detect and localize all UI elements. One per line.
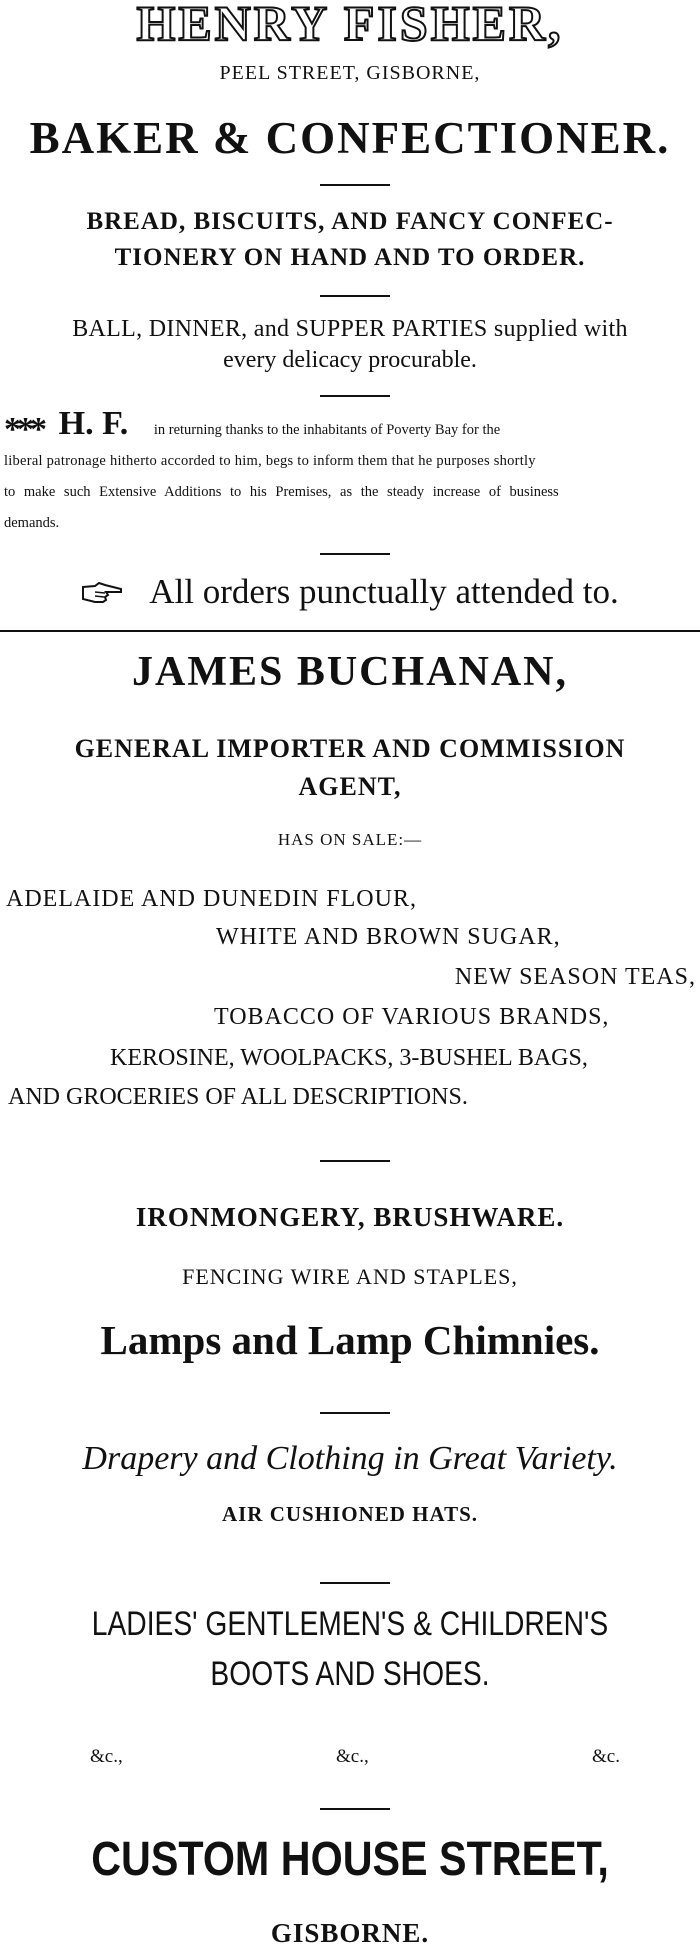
divider bbox=[320, 1412, 390, 1414]
ad2-has-on-sale: HAS ON SALE:— bbox=[277, 830, 423, 849]
divider bbox=[320, 1160, 390, 1162]
ad1-notice-line3: to make such Extensive Additions to his Premises, as the steady increase of business bbox=[4, 484, 559, 500]
ad2-boots-line2: BOOTS AND SHOES. bbox=[210, 1655, 490, 1693]
ad1-trade: BAKER & CONFECTIONER. bbox=[29, 113, 671, 163]
ad2-street: CUSTOM HOUSE STREET, bbox=[91, 1833, 609, 1886]
ad1-goods-line2: TIONERY ON HAND AND TO ORDER. bbox=[114, 244, 586, 271]
ad2-item-tobacco: TOBACCO OF VARIOUS BRANDS, bbox=[214, 1004, 610, 1030]
divider bbox=[320, 295, 390, 297]
ad1-notice-line2: liberal patronage hitherto accorded to him, begs to inform them that he purposes shortly bbox=[4, 453, 536, 469]
ad2-etc-2: &c., bbox=[336, 1746, 369, 1767]
ad2-drapery: Drapery and Clothing in Great Variety. bbox=[82, 1440, 618, 1477]
advertisement-separator bbox=[0, 630, 700, 632]
divider bbox=[320, 395, 390, 397]
divider bbox=[320, 553, 390, 555]
ad2-title-line2: AGENT, bbox=[298, 772, 402, 801]
ad1-notice bbox=[4, 405, 696, 539]
ad2-item-teas: NEW SEASON TEAS, bbox=[454, 964, 696, 990]
divider bbox=[320, 1582, 390, 1584]
pointing-hand-icon bbox=[81, 574, 123, 598]
ad2-hats: AIR CUSHIONED HATS. bbox=[221, 1502, 479, 1526]
ad1-address: PEEL STREET, GISBORNE, bbox=[219, 62, 481, 84]
ad2-name: JAMES BUCHANAN, bbox=[131, 649, 568, 695]
ad1-goods-line1: BREAD, BISCUITS, AND FANCY CONFEC- bbox=[86, 208, 614, 235]
ad2-item-groceries: AND GROCERIES OF ALL DESCRIPTIONS. bbox=[8, 1084, 468, 1110]
ad2-boots-line1: LADIES' GENTLEMEN'S & CHILDREN'S bbox=[91, 1605, 609, 1643]
ad1-notice-line4: demands. bbox=[4, 515, 60, 531]
ad1-orders-line bbox=[0, 572, 700, 612]
divider bbox=[320, 184, 390, 186]
ad2-ironmongery: IRONMONGERY, BRUSHWARE. bbox=[135, 1202, 565, 1232]
ad2-item-kerosine: KEROSINE, WOOLPACKS, 3-BUSHEL BAGS, bbox=[110, 1045, 588, 1071]
ad1-orders: All orders punctually attended to. bbox=[149, 572, 619, 611]
ad2-lamps: Lamps and Lamp Chimnies. bbox=[100, 1317, 600, 1363]
ad2-title-line1: GENERAL IMPORTER AND COMMISSION bbox=[74, 734, 626, 763]
ad1-notice-stars: *** bbox=[4, 411, 43, 448]
ad1-name: HENRY FISHER, bbox=[136, 0, 564, 51]
ad2-etc-3: &c. bbox=[592, 1746, 620, 1767]
ad2-etc-1: &c., bbox=[90, 1746, 123, 1767]
ad2-fencing: FENCING WIRE AND STAPLES, bbox=[182, 1264, 518, 1289]
ad2-item-sugar: WHITE AND BROWN SUGAR, bbox=[216, 924, 561, 950]
ad2-town: GISBORNE. bbox=[270, 1918, 430, 1948]
ad1-parties-line2: every delicacy procurable. bbox=[223, 347, 477, 373]
ad1-parties-line1: BALL, DINNER, and SUPPER PARTIES supplied with bbox=[72, 316, 628, 342]
divider bbox=[320, 1808, 390, 1810]
ad2-item-flour: ADELAIDE AND DUNEDIN FLOUR, bbox=[6, 886, 417, 912]
ad1-notice-line1: in returning thanks to the inhabitants of Poverty Bay for the bbox=[153, 422, 501, 438]
ad1-notice-initials: H. F. bbox=[58, 405, 129, 442]
